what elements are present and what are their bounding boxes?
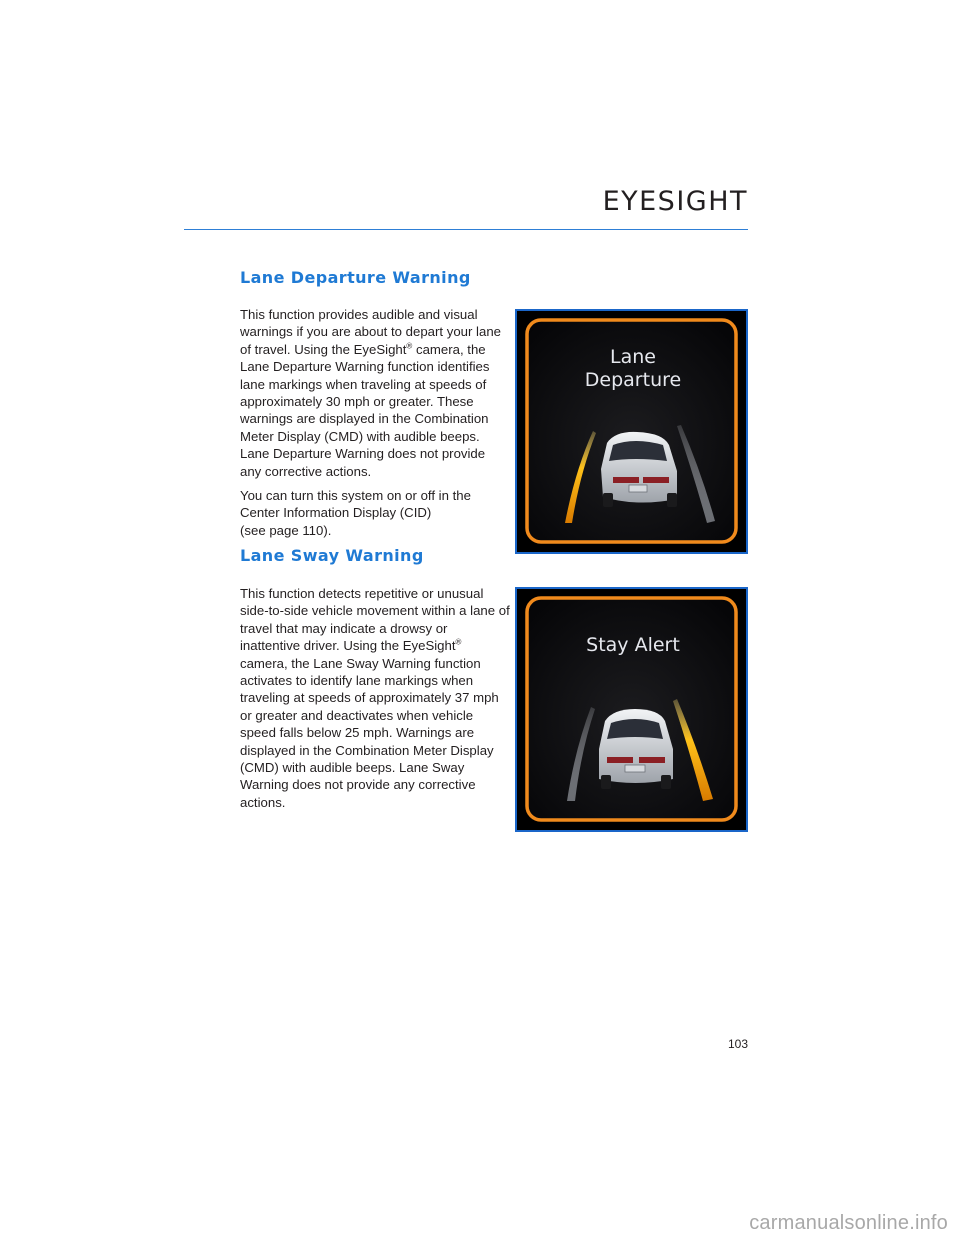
section-heading-lane-departure: Lane Departure Warning bbox=[240, 268, 471, 287]
paragraph-text: camera, the Lane Sway Warning function activates to identify lane markings when traveling at speeds of approximately 37 mph or greater and deactivates when vehicle speed falls below 25 mph. Warnings are displayed in the Combination Meter Display (CMD) with audible beeps. Lane Sway Warning does not provide any corrective actions. bbox=[240, 655, 499, 810]
paragraph-text: This function provides audible and visual warnings if you are about to depart your lane of travel. Using the EyeSight bbox=[240, 307, 501, 357]
lane-departure-paragraph bbox=[240, 306, 510, 480]
warning-text-line1: Lane bbox=[610, 346, 656, 368]
header-rule bbox=[184, 229, 748, 230]
lane-sway-body bbox=[240, 585, 510, 818]
paragraph-line: Center Information Display (CID) bbox=[240, 505, 432, 521]
car-graphic bbox=[599, 709, 673, 789]
stay-alert-display-image bbox=[515, 587, 748, 832]
warning-text-line2: Departure bbox=[584, 369, 682, 391]
registered-mark: ® bbox=[406, 341, 413, 351]
registered-mark: ® bbox=[455, 637, 462, 647]
paragraph-text: camera, the Lane Departure Warning function identifies lane markings when traveling at speeds of approximately 30 mph or greater. These warnings are displayed in the Combination Meter Display (CMD) with audible beeps. Lane Departure Warning does not provide any corrective actions. bbox=[240, 341, 490, 479]
lane-sway-paragraph bbox=[240, 585, 510, 811]
paragraph-line: You can turn this system on or off in the bbox=[240, 488, 471, 504]
cid-toggle-paragraph bbox=[240, 487, 510, 539]
section-heading-lane-sway: Lane Sway Warning bbox=[240, 546, 424, 565]
watermark: carmanualsonline.info bbox=[749, 1212, 948, 1234]
lane-departure-body bbox=[240, 306, 510, 546]
page-number: 103 bbox=[727, 1037, 748, 1051]
car-graphic bbox=[601, 432, 677, 507]
warning-text-line1: Stay Alert bbox=[586, 634, 680, 656]
lane-departure-display-image bbox=[515, 309, 748, 554]
header-title: EYESIGHT bbox=[602, 186, 748, 217]
paragraph-text: This function detects repetitive or unusual side-to-side vehicle movement within a lane of travel that may indicate a drowsy or inattentive driver. Using the EyeSight bbox=[240, 586, 510, 654]
page-reference-link[interactable]: (see page 110). bbox=[240, 522, 332, 538]
